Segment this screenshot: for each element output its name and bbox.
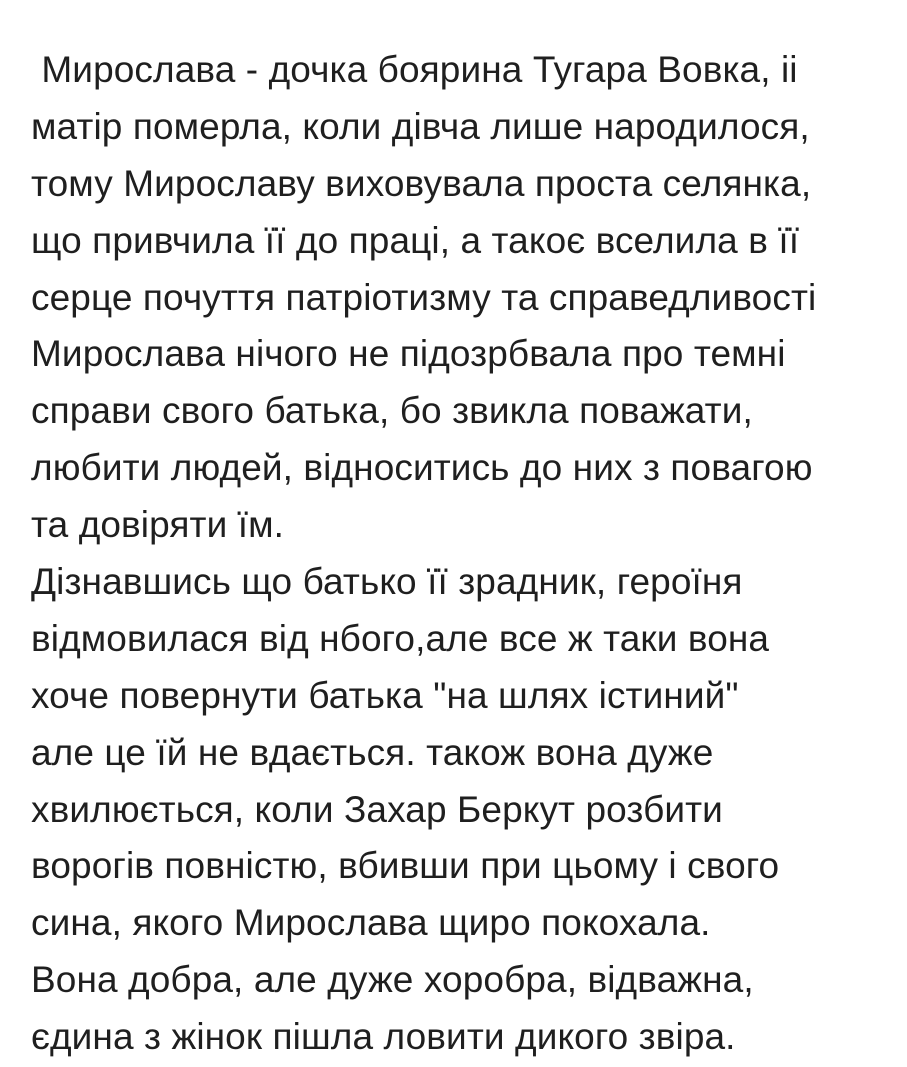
text-line: ворогів повністю, вбивши при цьому і свого bbox=[31, 845, 780, 887]
text-line: серце почуття патріотизму та справедливості bbox=[31, 276, 817, 318]
text-line: Мирослава нічого не підозрбвала про темні bbox=[31, 333, 786, 375]
text-line: єдина з жінок пішла ловити дикого звіра. bbox=[31, 1016, 736, 1058]
text-line: сина, якого Мирослава щиро покохала. bbox=[31, 902, 711, 944]
text-line: справи свого батька, бо звикла поважати, bbox=[31, 390, 753, 432]
text-line: відмовилася від нбого,але все ж таки вона bbox=[31, 617, 770, 659]
text-line: Дізнавшись що батько її зрадник, героїня bbox=[31, 561, 743, 603]
text-line: що привчила її до праці, а такоє вселила в її bbox=[31, 219, 800, 261]
text-line: матір померла, коли дівча лише народилося, bbox=[31, 105, 810, 147]
text-line: але це їй не вдається. також вона дуже bbox=[31, 731, 714, 773]
text-line: Вона добра, але дуже хоробра, відважна, bbox=[31, 959, 754, 1001]
text-line: та довіряти їм. bbox=[31, 504, 285, 546]
text-line: Мирослава - дочка боярина Тугара Вовка, іі bbox=[31, 49, 798, 90]
text-line: тому Мирославу виховувала проста селянка, bbox=[31, 162, 812, 204]
document-text bbox=[31, 42, 907, 1066]
text-line: хоче повернути батька "на шлях істиний" bbox=[31, 674, 739, 716]
text-line: хвилюється, коли Захар Беркут розбити bbox=[31, 788, 723, 830]
text-line: любити людей, відноситись до них з повагою bbox=[31, 447, 813, 489]
